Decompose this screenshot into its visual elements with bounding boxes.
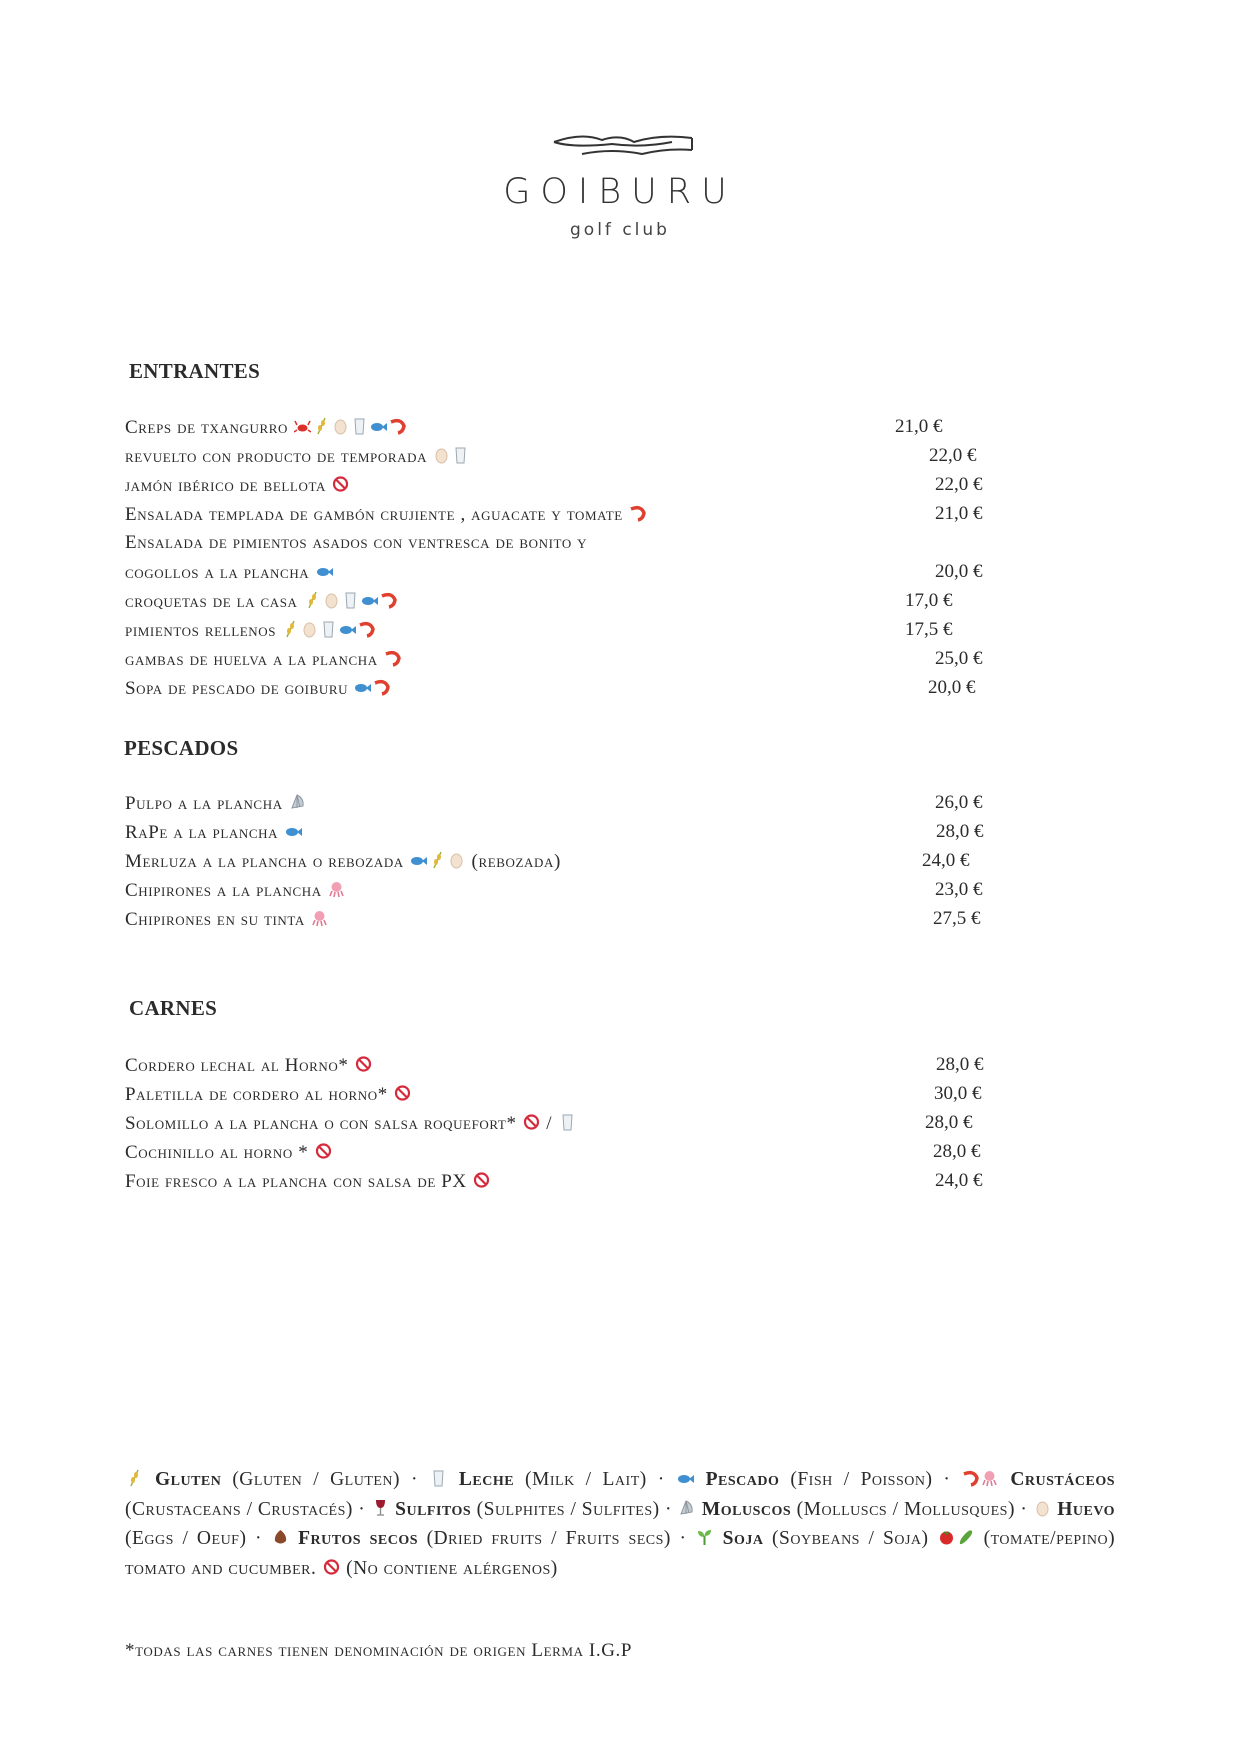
origin-note: *todas las carnes tienen denominación de origen Lerma I.G.P (125, 1640, 633, 1661)
menu-item (125, 1083, 1115, 1109)
item-name: croquetas de la casa (125, 591, 298, 612)
menu-item (125, 677, 1115, 703)
item-suffix: (rebozada) (471, 851, 561, 872)
no-allergen-icon (523, 1112, 540, 1132)
shell-icon (678, 1498, 695, 1518)
legend-nuts-label: Frutos secos (298, 1528, 418, 1550)
item-name: revuelto con producto de temporada (125, 446, 428, 467)
item-name: Cordero lechal al Horno* (125, 1055, 349, 1076)
section-title-pescados: PESCADOS (124, 736, 239, 760)
item-name: gambas de huelva a la plancha (125, 649, 378, 670)
octopus-icon (981, 1468, 998, 1488)
legend-mollusc-label: Moluscos (701, 1498, 792, 1520)
item-name: Chipirones a la plancha (125, 880, 322, 901)
brand-name: GOIBURU (503, 172, 737, 212)
item-price: 28,0 € (933, 1141, 981, 1162)
legend-soy-label: Soja (722, 1528, 764, 1550)
item-name: Creps de txangurro (125, 417, 288, 438)
egg-icon (323, 590, 340, 610)
legend-mollusc-translation: (Molluscs / Mollusques) (796, 1498, 1015, 1520)
fish-icon (370, 416, 387, 436)
menu-item (125, 908, 1115, 934)
seedling-icon (696, 1527, 713, 1547)
item-name: jamón ibérico de bellota (125, 475, 326, 496)
cucumber-icon (957, 1527, 974, 1547)
gluten-icon (313, 416, 330, 436)
shrimp-icon (389, 416, 406, 436)
no-allergen-icon (315, 1141, 332, 1161)
legend-soy-translation: (Soybeans / Soja) (772, 1528, 929, 1550)
logo (470, 128, 770, 248)
allergen-legend: Gluten (Gluten / Gluten) · Leche (Milk / Lait) · Pescado (Fish / Poisson) · Crustáceos (Crustaceans / Crustacés) · Sulfitos (Sulphites / Sulfites) · Moluscos (Molluscs / Mollusques) · Huevo (Eggs / Oeuf) · Frutos secos (Dried fruits / Fruits secs) · Soja (Soybeans / Soja) (tomate/pepino) tomato and cucumber. (No contiene alérgenos) (125, 1469, 1116, 1579)
item-name: Merluza a la plancha o rebozada (125, 851, 404, 872)
legend-crustacean-translation: (Crustaceans / Crustacés) (125, 1498, 353, 1520)
octopus-icon (328, 879, 345, 899)
milk-icon (320, 619, 337, 639)
item-name: Foie fresco a la plancha con salsa de PX (125, 1171, 467, 1192)
no-allergen-icon (332, 474, 349, 494)
milk-icon (430, 1468, 447, 1488)
item-price: 17,5 € (905, 619, 953, 640)
menu-item (125, 561, 1115, 587)
item-name: Ensalada templada de gambón crujiente , aguacate y tomate (125, 504, 623, 525)
section-title-carnes: CARNES (129, 996, 218, 1020)
item-price: 28,0 € (925, 1112, 973, 1133)
menu-item (125, 1170, 1115, 1196)
legend-tomato-translation: (tomate/pepino) tomato and cucumber. (125, 1528, 1116, 1579)
item-name: Sopa de pescado de goiburu (125, 678, 349, 699)
item-name: Pulpo a la plancha (125, 793, 283, 814)
shrimp-icon (384, 648, 401, 668)
item-price: 27,5 € (933, 908, 981, 929)
milk-icon (342, 590, 359, 610)
menu-item (125, 532, 1115, 558)
shrimp-icon (629, 503, 646, 523)
egg-icon (1034, 1498, 1051, 1518)
menu-item (125, 590, 1115, 616)
menu-item (125, 474, 1115, 500)
item-name: Ensalada de pimientos asados con ventresca de bonito y (125, 532, 588, 553)
crab-icon (294, 416, 311, 436)
legend-milk-translation: (Milk / Lait) (525, 1469, 647, 1490)
no-allergen-icon (323, 1557, 340, 1577)
legend-milk-label: Leche (458, 1469, 515, 1490)
legend-fish-label: Pescado (705, 1469, 780, 1490)
shrimp-icon (358, 619, 375, 639)
item-price: 24,0 € (935, 1170, 983, 1191)
item-name: pimientos rellenos (125, 620, 277, 641)
item-price: 22,0 € (935, 474, 983, 495)
brand-subtitle: golf club (570, 220, 670, 240)
fish-icon (410, 850, 427, 870)
legend-sulphite-label: Sulfitos (395, 1498, 472, 1520)
item-price: 24,0 € (922, 850, 970, 871)
item-price: 20,0 € (928, 677, 976, 698)
egg-icon (433, 445, 450, 465)
legend-none-translation: (No contiene alérgenos) (346, 1557, 558, 1579)
item-price: 26,0 € (935, 792, 983, 813)
item-price: 21,0 € (935, 503, 983, 524)
milk-icon (351, 416, 368, 436)
menu-item (125, 850, 1115, 876)
legend-gluten-label: Gluten (154, 1469, 222, 1490)
menu-item: Solomillo a la plancha o con salsa roquefort* / 28,0 € (125, 1112, 973, 1134)
menu-item (125, 792, 1115, 818)
item-price: 28,0 € (936, 1054, 984, 1075)
item-price: 30,0 € (934, 1083, 982, 1104)
milk-icon (559, 1112, 576, 1132)
fish-icon (285, 821, 302, 841)
menu-item (125, 648, 1115, 674)
menu-item (125, 619, 1115, 645)
menu-item (125, 503, 1115, 529)
item-name: Solomillo a la plancha o con salsa roquefort* (125, 1113, 517, 1134)
egg-icon (448, 850, 465, 870)
item-price: 22,0 € (929, 445, 977, 466)
item-price: 17,0 € (905, 590, 953, 611)
menu-item (125, 416, 1115, 442)
item-name: Cochinillo al horno * (125, 1142, 309, 1163)
item-name: RaPe a la plancha (125, 822, 279, 843)
item-price: 21,0 € (895, 416, 943, 437)
shell-icon (289, 792, 306, 812)
octopus-icon (311, 908, 328, 928)
no-allergen-icon (473, 1170, 490, 1190)
menu-item (125, 1141, 1115, 1167)
item-price: 28,0 € (936, 821, 984, 842)
legend-gluten-translation: (Gluten / Gluten) (232, 1469, 401, 1490)
no-allergen-icon (394, 1083, 411, 1103)
item-price: 23,0 € (935, 879, 983, 900)
item-name: Paletilla de cordero al horno* (125, 1084, 388, 1105)
item-name: Chipirones en su tinta (125, 909, 305, 930)
fish-icon (354, 677, 371, 697)
legend-egg-label: Huevo (1057, 1498, 1116, 1520)
milk-icon (452, 445, 469, 465)
shrimp-icon (962, 1468, 979, 1488)
egg-icon (301, 619, 318, 639)
menu-item (125, 821, 1115, 847)
legend-fish-translation: (Fish / Poisson) (790, 1469, 933, 1490)
shrimp-icon (380, 590, 397, 610)
legend-egg-translation: (Eggs / Oeuf) (125, 1528, 247, 1550)
legend-crustacean-label: Crustáceos (1010, 1469, 1115, 1490)
logo-mark (542, 128, 702, 168)
menu-item (125, 879, 1115, 905)
shrimp-icon (373, 677, 390, 697)
item-name: cogollos a la plancha (125, 562, 310, 583)
wine-glass-icon (372, 1498, 389, 1518)
tomato-icon (938, 1527, 955, 1547)
item-price: 25,0 € (935, 648, 983, 669)
menu-item (125, 1054, 1115, 1080)
item-price: 20,0 € (935, 561, 983, 582)
gluten-icon (304, 590, 321, 610)
legend-sulphite-translation: (Sulphites / Sulfites) (476, 1498, 660, 1520)
legend-nuts-translation: (Dried fruits / Fruits secs) (426, 1528, 671, 1550)
fish-icon (677, 1468, 694, 1488)
fish-icon (316, 561, 333, 581)
no-allergen-icon (355, 1054, 372, 1074)
gluten-icon (282, 619, 299, 639)
chestnut-icon (272, 1527, 289, 1547)
menu-item (125, 445, 1115, 471)
gluten-icon (126, 1468, 143, 1488)
gluten-icon (429, 850, 446, 870)
section-title-entrantes: ENTRANTES (129, 359, 261, 383)
fish-icon (361, 590, 378, 610)
fish-icon (339, 619, 356, 639)
egg-icon (332, 416, 349, 436)
